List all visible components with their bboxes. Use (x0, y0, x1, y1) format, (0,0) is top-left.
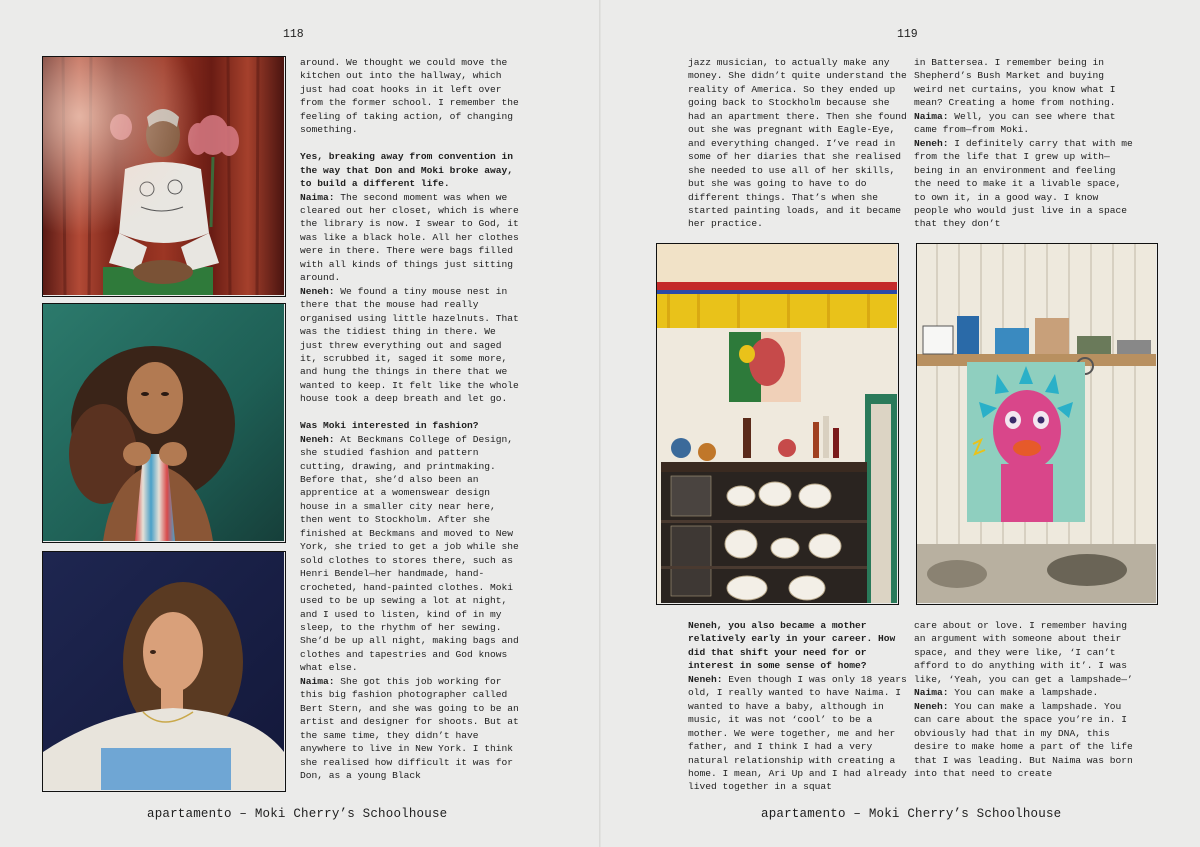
speaker-name: Naima: (300, 191, 335, 203)
left-page-number: 118 (283, 28, 304, 41)
right-page-top-right-column (914, 56, 1136, 231)
speaker-text: You can make a lampshade. You can care about the space you’re in. I obviously had that in my DNA, this desire to make home a part of the life that I was leading. But Naima was born into that need to create (914, 700, 1133, 779)
speaker-text: Well, you can see where that came from—from Moki. (914, 110, 1116, 136)
photo-woman-teal-background (42, 303, 286, 543)
interview-paragraph (914, 700, 1136, 781)
right-page-number: 119 (897, 28, 918, 41)
speaker-name: Naima: (914, 687, 949, 699)
interview-paragraph (688, 673, 910, 794)
speaker-name: Naima: (914, 110, 949, 122)
right-page-bottom-right-column (914, 619, 1136, 780)
interview-paragraph: around. We thought we could move the kitchen out into the hallway, which just had coat hooks in it left over from the former school. I remember the feeling of taking action, of changing something. (300, 57, 519, 136)
interview-question: Neneh, you also became a mother relatively early in your career. How did that shift your need for or interest in some sense of home? (688, 620, 896, 672)
interview-paragraph (300, 433, 522, 675)
right-page-top-left-column (688, 56, 910, 231)
photo-china-cabinet-and-tapestry (656, 243, 899, 605)
speaker-text: She got this job working for this big fashion photographer called Bert Stern, and she was going to be an artist and designer for shoots. But at the same time, they didn’t have anywhere to live in New York. I think she realised how difficult it was for Don, as a young Black (300, 675, 519, 781)
photo-pink-face-textile-wall (916, 243, 1158, 605)
speaker-text: The second moment was when we cleared out her closet, which is where the library is now. I swear to God, it was like a black hole. All her clothes were in there. There were bags filled with all kinds of things just sitting around. (300, 191, 519, 284)
interview-paragraph (914, 110, 1136, 137)
speaker-name: Neneh: (300, 433, 335, 445)
speaker-name: Neneh: (914, 137, 949, 149)
book-spine (599, 0, 601, 847)
speaker-text: I definitely carry that with me from the life that I grew up with—being in an environment and feeling the need to make it a livable space, to own it, in a good way. I know people who would just live in a space that they don’t (914, 137, 1133, 230)
interview-question: Yes, breaking away from convention in the way that Don and Moki broke away, to build a different life. (300, 151, 514, 190)
speaker-name: Neneh: (914, 700, 949, 712)
speaker-text: Even though I was only 18 years old, I really wanted to have Naima. I wanted to have a baby, although in music, it was not ‘cool’ to be a mother. We were together, me and her father, and I think I had a very natural relationship with creating a home. I mean, Ari Up and I had already lived together in a squat (688, 673, 907, 793)
right-page-bottom-left-column (688, 619, 910, 794)
left-page-text-column (300, 56, 522, 782)
interview-paragraph (300, 191, 522, 285)
interview-question: Was Moki interested in fashion? (300, 420, 479, 432)
interview-paragraph (914, 686, 1136, 699)
interview-paragraph (914, 137, 1136, 231)
speaker-name: Naima: (300, 675, 335, 687)
right-page-footer: apartamento – Moki Cherry’s Schoolhouse (761, 807, 1062, 821)
interview-paragraph: care about or love. I remember having an argument with someone about their space, and they were like, ‘I can’t afford to do anything with it’. I was like, ‘Yeah, you can get a lampshade—’ (914, 620, 1133, 685)
interview-paragraph: jazz musician, to actually make any money. She didn’t quite understand the reality of America. So they ended up going back to Stockholm because she had an apartment there. Then she found out she was pregnant with Eagle-Eye, and everything changed. I’ve read in some of her diaries that she realised she needed to use all of her skills, but she was going to have to do different things. That’s when she started painting loads, and it became her practice. (688, 57, 907, 230)
photo-woman-red-curtains (42, 56, 286, 297)
left-page-footer: apartamento – Moki Cherry’s Schoolhouse (147, 807, 448, 821)
photo-young-woman-navy-background (42, 551, 286, 792)
interview-paragraph (300, 285, 522, 406)
speaker-name: Neneh: (688, 673, 723, 685)
speaker-name: Neneh: (300, 285, 335, 297)
speaker-text: You can make a lampshade. (948, 687, 1099, 699)
speaker-text: We found a tiny mouse nest in there that the mouse had really organised using little hazelnuts. That was the tidiest thing in there. We just threw everything out and saged it, scrubbed it, saged it some more, and hung the things in there that we wanted to keep. It felt like the whole house took a deep breath and let go. (300, 285, 519, 405)
speaker-text: At Beckmans College of Design, she studied fashion and pattern cutting, drawing, and printmaking. Before that, she’d also been an apprentice at a womenswear design house in a smaller city near here, then went to Stockholm. After she finished at Beckmans and moved to New York, she tried to get a job while she sold clothes to stores there, such as Henri Bendel—her handmade, hand-crocheted, hand-painted clothes. Moki used to be up sewing a lot at night, and I used to listen, kind of in my sleep, to the rhythm of her sewing. She’d be up all night, making bags and clothes and tapestries and God knows what else. (300, 433, 519, 674)
interview-paragraph: in Battersea. I remember being in Shepherd’s Bush Market and buying weird net curtains, you know what I mean? Creating a home from nothing. (914, 57, 1116, 109)
interview-paragraph (300, 675, 522, 783)
